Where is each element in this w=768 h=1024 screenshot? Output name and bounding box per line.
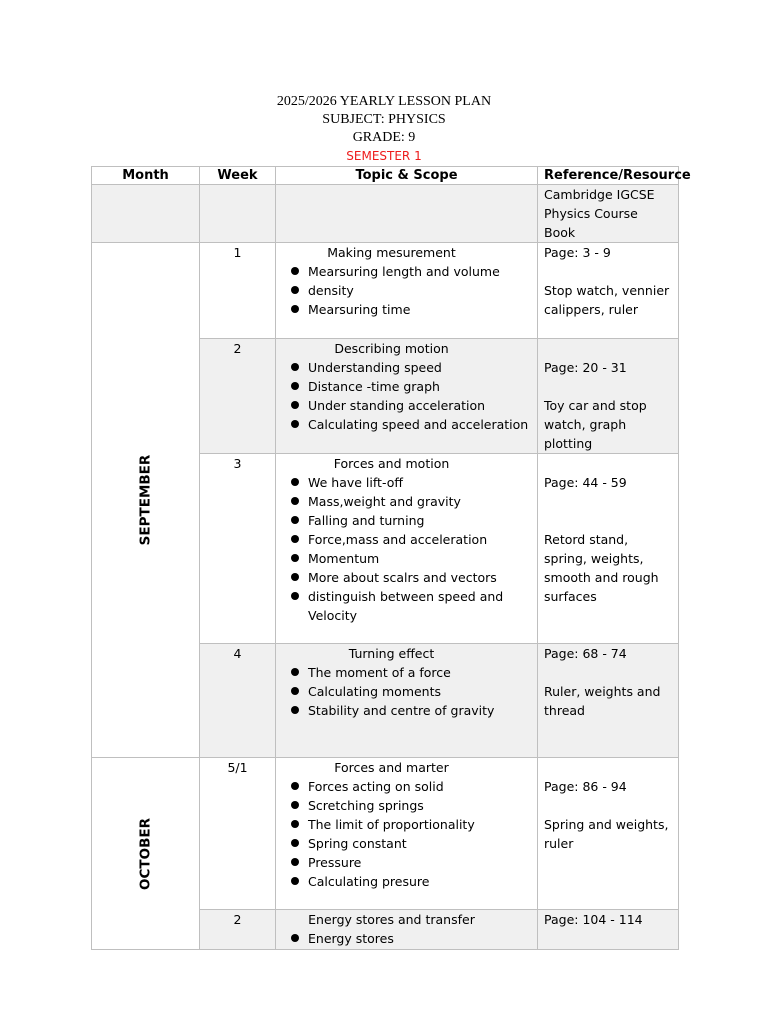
topic-cell <box>276 758 538 910</box>
month-column-header: Month <box>92 167 200 185</box>
intro-month-cell <box>92 185 200 243</box>
scope-item: Calculating moments <box>282 682 531 701</box>
scope-item: Stability and centre of gravity <box>282 701 531 720</box>
scope-item: Distance -time graph <box>282 377 531 396</box>
topic-title: Energy stores and transfer <box>308 912 475 927</box>
grade-line: GRADE: 9 <box>352 130 416 145</box>
month-cell <box>92 243 200 758</box>
reference-cell: Page: 104 - 114 <box>538 910 679 950</box>
scope-item: density <box>282 281 531 300</box>
scope-item: Understanding speed <box>282 358 531 377</box>
week-number: 4 <box>200 644 276 758</box>
topic-cell <box>276 910 538 950</box>
week-number: 2 <box>200 910 276 950</box>
week-row <box>92 243 679 339</box>
scope-list <box>282 262 531 319</box>
scope-item: The moment of a force <box>282 663 531 682</box>
topic-cell <box>276 339 538 454</box>
scope-item: Spring constant <box>282 834 531 853</box>
week-number: 1 <box>200 243 276 339</box>
week-number: 2 <box>200 339 276 454</box>
topic-title: Describing motion <box>334 341 449 356</box>
month-cell <box>92 758 200 950</box>
scope-item: Scretching springs <box>282 796 531 815</box>
scope-item: More about scalrs and vectors <box>282 568 531 587</box>
scope-item: Mass,weight and gravity <box>282 492 531 511</box>
scope-item: The limit of proportionality <box>282 815 531 834</box>
scope-item: Forces acting on solid <box>282 777 531 796</box>
scope-item: Pressure <box>282 853 531 872</box>
document-header <box>0 93 768 165</box>
scope-item: Falling and turning <box>282 511 531 530</box>
scope-list <box>282 473 531 625</box>
intro-row <box>92 185 679 243</box>
table-header-row <box>92 167 679 185</box>
topic-title: Forces and motion <box>333 456 450 471</box>
scope-list <box>282 663 531 720</box>
month-label: SEPTEMBER <box>137 454 153 546</box>
week-column-header: Week <box>200 167 276 185</box>
topic-title: Turning effect <box>348 646 435 661</box>
scope-item: Momentum <box>282 549 531 568</box>
semester-label: SEMESTER 1 <box>346 149 422 163</box>
scope-item: Calculating presure <box>282 872 531 891</box>
week-number: 3 <box>200 454 276 644</box>
scope-item: We have lift-off <box>282 473 531 492</box>
reference-cell: Page: 44 - 59 Retord stand, spring, weights, smooth and rough surfaces <box>538 454 679 644</box>
scope-list <box>282 358 531 434</box>
plan-title: 2025/2026 YEARLY LESSON PLAN <box>276 94 492 109</box>
intro-topic-cell <box>276 185 538 243</box>
scope-list <box>282 929 531 948</box>
lesson-plan-table <box>91 166 691 950</box>
week-row <box>92 758 679 910</box>
scope-item: Under standing acceleration <box>282 396 531 415</box>
reference-cell: Page: 86 - 94 Spring and weights, ruler <box>538 758 679 910</box>
scope-list <box>282 777 531 891</box>
topic-column-header: Topic & Scope <box>276 167 538 185</box>
reference-cell: Page: 3 - 9 Stop watch, vennier calippers, ruler <box>538 243 679 339</box>
reference-column-header: Reference/Resource <box>538 167 679 185</box>
topic-title: Forces and marter <box>334 760 449 775</box>
subject-line: SUBJECT: PHYSICS <box>322 112 446 127</box>
scope-item: Energy stores <box>282 929 531 948</box>
scope-item: Force,mass and acceleration <box>282 530 531 549</box>
scope-item: distinguish between speed and Velocity <box>282 587 531 625</box>
reference-cell: Page: 20 - 31 Toy car and stop watch, graph plotting <box>538 339 679 454</box>
scope-item: Mearsuring length and volume <box>282 262 531 281</box>
week-number: 5/1 <box>200 758 276 910</box>
topic-title: Making mesurement <box>327 245 456 260</box>
topic-cell <box>276 644 538 758</box>
course-book-reference: Cambridge IGCSE Physics Course Book <box>538 185 679 243</box>
scope-item: Mearsuring time <box>282 300 531 319</box>
scope-item: Calculating speed and acceleration <box>282 415 531 434</box>
month-label: OCTOBER <box>137 817 153 890</box>
topic-cell <box>276 454 538 644</box>
topic-cell <box>276 243 538 339</box>
intro-week-cell <box>200 185 276 243</box>
reference-cell: Page: 68 - 74 Ruler, weights and thread <box>538 644 679 758</box>
